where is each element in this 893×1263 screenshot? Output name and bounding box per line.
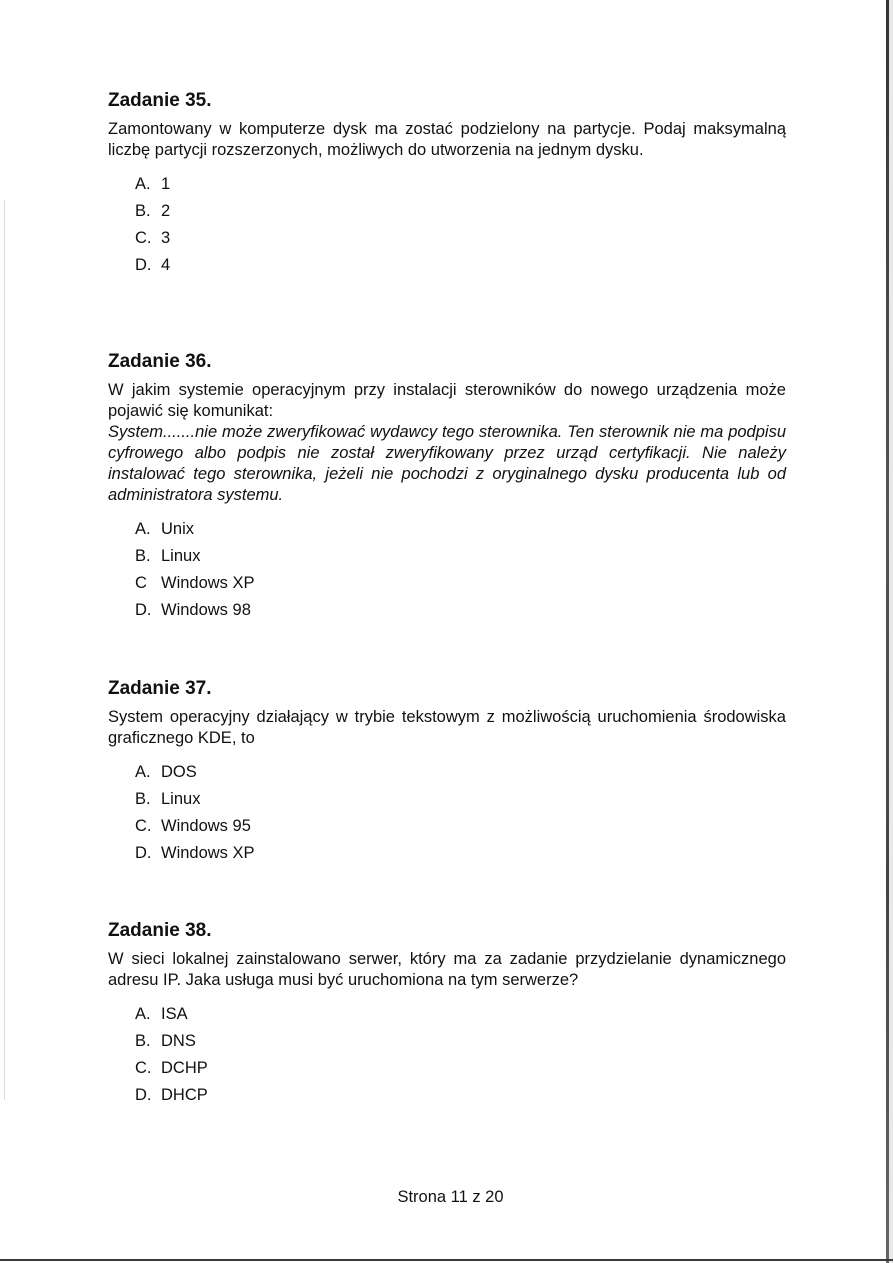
scan-edge-left <box>4 200 5 1100</box>
answer-option-b[interactable] <box>135 1028 786 1055</box>
page-number: Strona 11 z 20 <box>397 1188 504 1206</box>
answer-letter: A. <box>135 1005 151 1023</box>
task-question: W jakim systemie operacyjnym przy instalacji sterowników do nowego urządzenia może pojawić się komunikat: <box>108 381 786 420</box>
answer-text: Unix <box>161 520 195 538</box>
answer-list <box>108 171 786 279</box>
answer-option-d[interactable] <box>135 252 786 279</box>
answer-option-c[interactable] <box>135 225 786 252</box>
answer-option-d[interactable] <box>135 840 786 867</box>
answer-letter: D. <box>135 844 152 862</box>
answer-letter: A. <box>135 520 151 538</box>
answer-text: 1 <box>161 175 171 193</box>
answer-letter: C. <box>135 229 152 247</box>
scan-edge-right-shadow <box>889 0 893 1263</box>
answer-text: DNS <box>161 1032 196 1050</box>
answer-letter: B. <box>135 1032 151 1050</box>
answer-letter: C. <box>135 1059 152 1077</box>
task-title: Zadanie 37. <box>108 678 212 699</box>
answer-text: 2 <box>161 202 171 220</box>
answer-text: Windows XP <box>161 574 255 592</box>
task-title: Zadanie 36. <box>108 351 212 372</box>
answer-option-b[interactable] <box>135 786 786 813</box>
answer-list <box>108 759 786 867</box>
answer-text: DOS <box>161 763 197 781</box>
task-35 <box>108 90 786 279</box>
answer-option-a[interactable] <box>135 759 786 786</box>
scan-edge-right <box>886 0 889 1263</box>
answer-text: DHCP <box>161 1086 208 1104</box>
answer-letter: C <box>135 574 147 592</box>
answer-option-c[interactable] <box>135 570 786 597</box>
answer-letter: B. <box>135 547 151 565</box>
answer-letter: C. <box>135 817 152 835</box>
answer-letter: D. <box>135 256 152 274</box>
answer-text: 4 <box>161 256 171 274</box>
task-question: Zamontowany w komputerze dysk ma zostać podzielony na partycje. Podaj maksymalną liczbę partycji rozszerzonych, możliwych do utworzenia na jednym dysku. <box>108 120 786 159</box>
answer-option-b[interactable] <box>135 198 786 225</box>
answer-list <box>108 1001 786 1109</box>
answer-option-a[interactable] <box>135 1001 786 1028</box>
task-question: W sieci lokalnej zainstalowano serwer, który ma za zadanie przydzielanie dynamicznego adresu IP. Jaka usługa musi być uruchomiona na tym serwerze? <box>108 950 786 989</box>
task-37 <box>108 678 786 867</box>
answer-option-c[interactable] <box>135 1055 786 1082</box>
task-question: System operacyjny działający w trybie tekstowym z możliwością uruchomienia środowiska graficznego KDE, to <box>108 708 786 747</box>
answer-letter: A. <box>135 763 151 781</box>
answer-text: DCHP <box>161 1059 208 1077</box>
answer-letter: B. <box>135 202 151 220</box>
answer-option-d[interactable] <box>135 1082 786 1109</box>
task-36 <box>108 351 786 624</box>
answer-list <box>108 516 786 624</box>
scan-edge-bottom <box>0 1259 893 1261</box>
answer-letter: D. <box>135 601 152 619</box>
answer-letter: A. <box>135 175 151 193</box>
answer-text: Linux <box>161 547 201 565</box>
answer-option-a[interactable] <box>135 171 786 198</box>
task-title: Zadanie 35. <box>108 90 212 111</box>
answer-text: Windows XP <box>161 844 255 862</box>
answer-text: Linux <box>161 790 201 808</box>
answer-option-b[interactable] <box>135 543 786 570</box>
answer-text: 3 <box>161 229 171 247</box>
task-quote: System.......nie może zweryfikować wydawcy tego sterownika. Ten sterownik nie ma podpisu cyfrowego albo podpis nie został zweryfikowany przez urząd certyfikacji. Nie należy instalować tego sterownika, jeżeli nie pochodzi z oryginalnego dysku producenta lub od administratora systemu. <box>108 423 786 504</box>
answer-option-d[interactable] <box>135 597 786 624</box>
answer-option-c[interactable] <box>135 813 786 840</box>
answer-option-a[interactable] <box>135 516 786 543</box>
answer-text: Windows 98 <box>161 601 251 619</box>
answer-text: Windows 95 <box>161 817 251 835</box>
answer-letter: D. <box>135 1086 152 1104</box>
answer-text: ISA <box>161 1005 188 1023</box>
answer-letter: B. <box>135 790 151 808</box>
task-title: Zadanie 38. <box>108 920 212 941</box>
task-38 <box>108 920 786 1109</box>
